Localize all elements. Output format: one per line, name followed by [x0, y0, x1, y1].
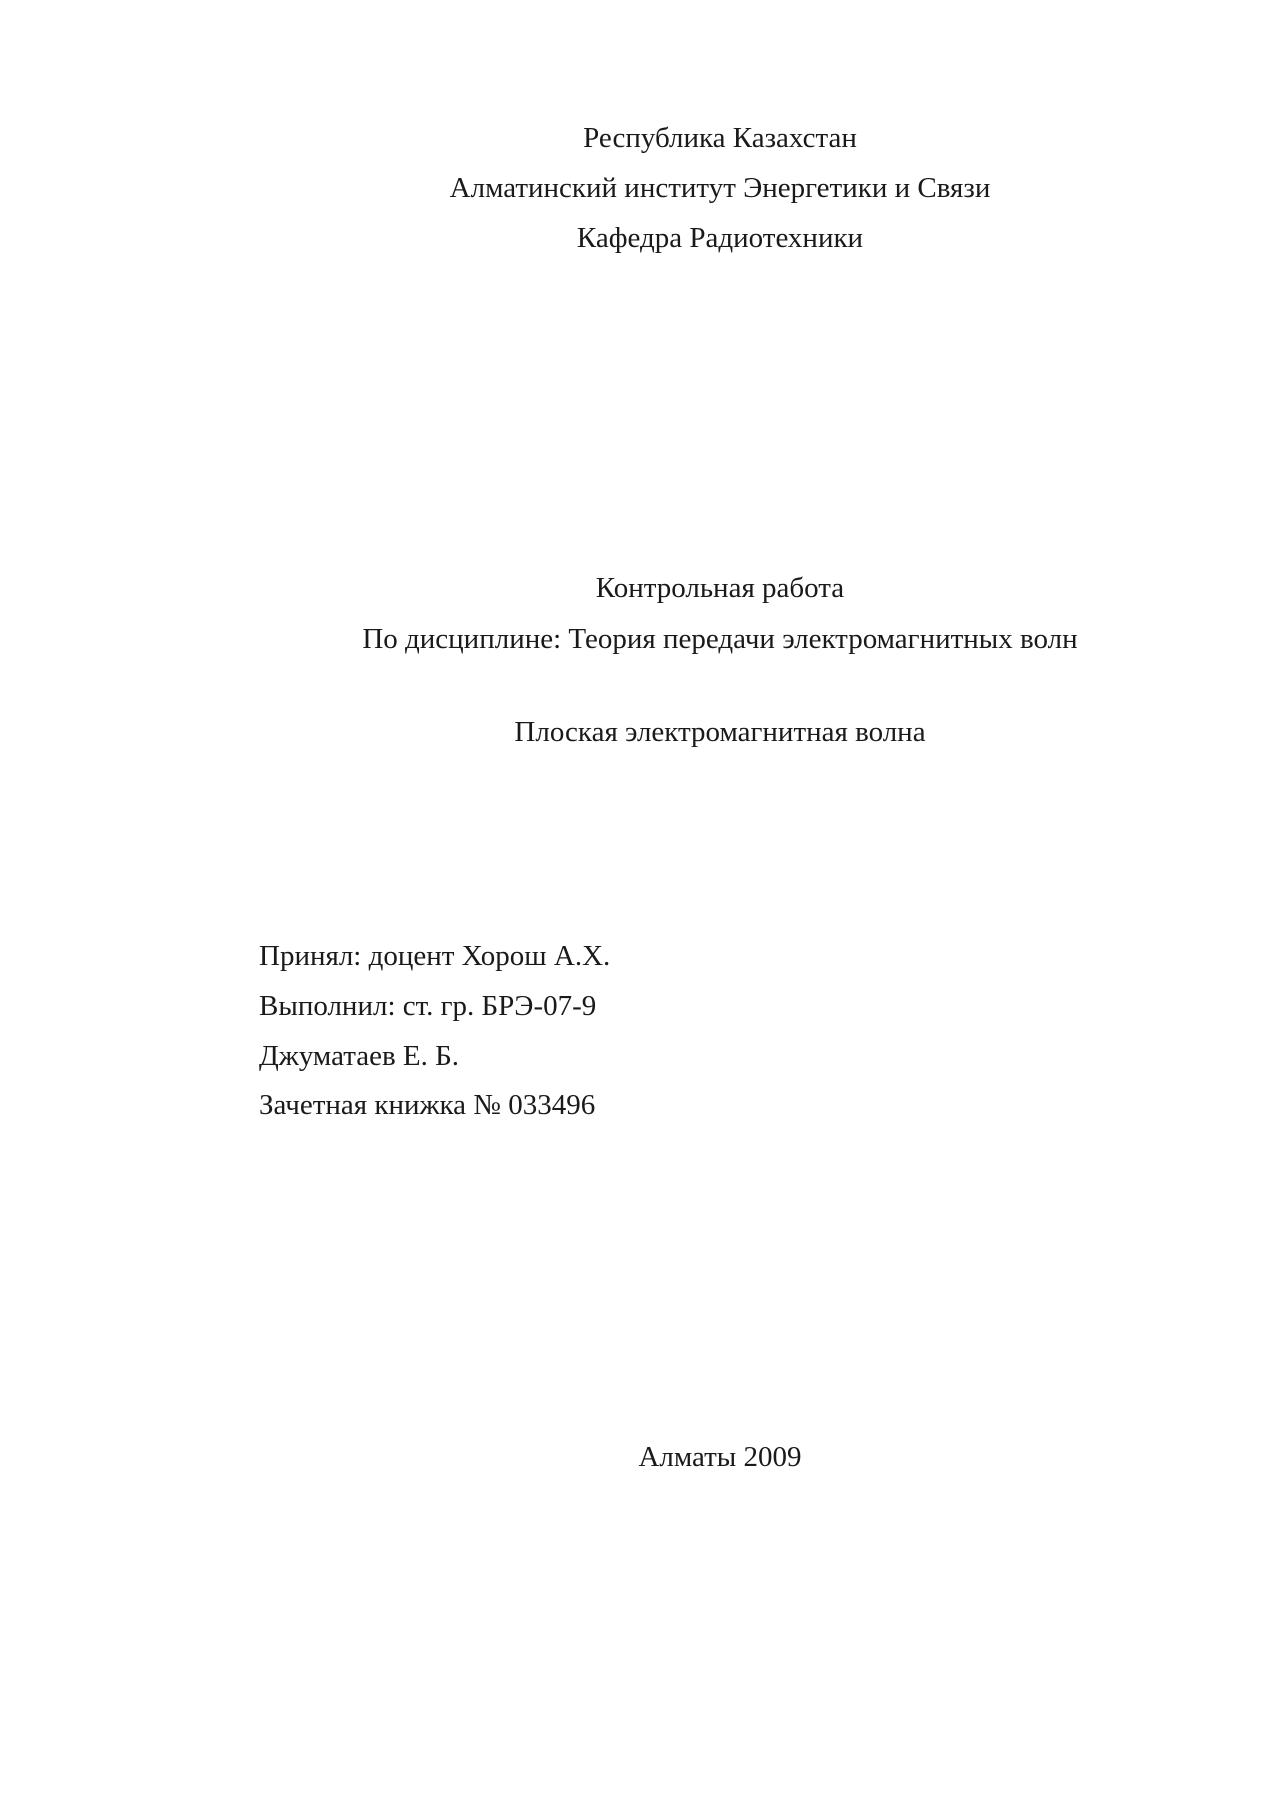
record-book-line: Зачетная книжка № 033496 [259, 1089, 596, 1121]
topic-line: Плоская электромагнитная волна [514, 716, 926, 748]
republic-line: Республика Казахстан [583, 122, 857, 154]
city-year-line: Алматы 2009 [638, 1441, 802, 1473]
discipline-line: По дисциплине: Теория передачи электромагнитных волн [362, 623, 1078, 655]
accepted-by-line: Принял: доцент Хорош А.Х. [259, 940, 611, 972]
department-line: Кафедра Радиотехники [576, 222, 864, 254]
performed-by-line: Выполнил: ст. гр. БРЭ-07-9 [259, 990, 597, 1022]
work-type-title: Контрольная работа [595, 572, 845, 604]
student-name-line: Джуматаев Е. Б. [259, 1040, 460, 1072]
institute-line: Алматинский институт Энергетики и Связи [449, 172, 991, 204]
